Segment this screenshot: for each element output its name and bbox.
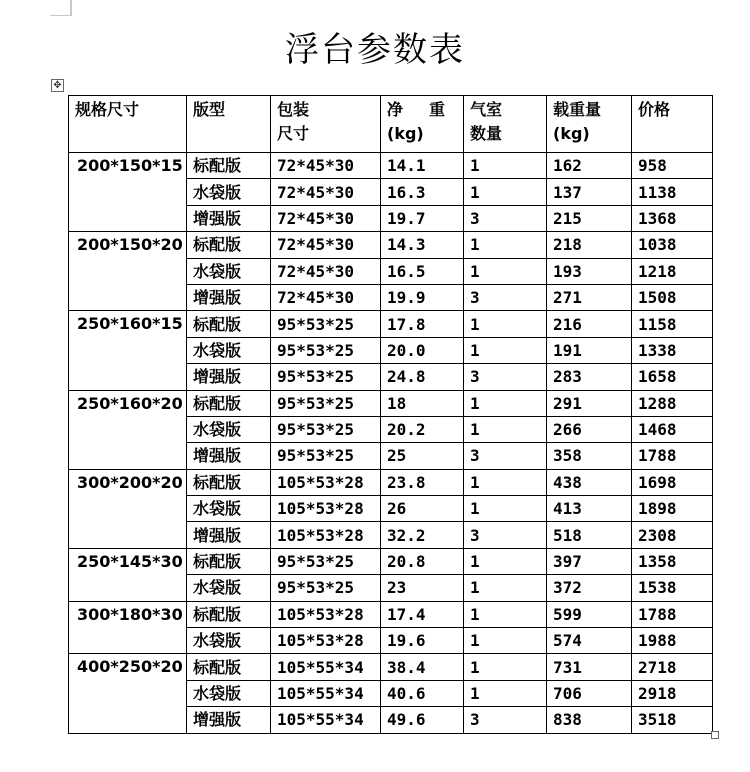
price-cell: 1898 bbox=[632, 496, 713, 522]
load-cell: 191 bbox=[547, 337, 632, 363]
pack-cell: 105*53*28 bbox=[271, 522, 381, 548]
weight-cell: 18 bbox=[381, 390, 464, 416]
weight-cell: 14.1 bbox=[381, 153, 464, 179]
chambers-cell: 3 bbox=[464, 522, 547, 548]
type-cell: 水袋版 bbox=[187, 416, 271, 442]
page-margin-mark-horizontal bbox=[50, 15, 72, 16]
header-price: 价格 bbox=[632, 96, 713, 153]
pack-cell: 95*53*25 bbox=[271, 390, 381, 416]
type-cell: 标配版 bbox=[187, 654, 271, 680]
pack-cell: 105*55*34 bbox=[271, 707, 381, 733]
header-spec: 规格尺寸 bbox=[69, 96, 187, 153]
price-cell: 1508 bbox=[632, 284, 713, 310]
pack-cell: 72*45*30 bbox=[271, 179, 381, 205]
pack-cell: 105*53*28 bbox=[271, 628, 381, 654]
type-cell: 水袋版 bbox=[187, 337, 271, 363]
chambers-cell: 3 bbox=[464, 707, 547, 733]
chambers-cell: 3 bbox=[464, 443, 547, 469]
weight-cell: 20.2 bbox=[381, 416, 464, 442]
price-cell: 1468 bbox=[632, 416, 713, 442]
price-cell: 1368 bbox=[632, 205, 713, 231]
table-body bbox=[69, 153, 713, 734]
price-cell: 1358 bbox=[632, 548, 713, 574]
pack-cell: 72*45*30 bbox=[271, 153, 381, 179]
weight-cell: 38.4 bbox=[381, 654, 464, 680]
pack-cell: 105*55*34 bbox=[271, 654, 381, 680]
load-cell: 266 bbox=[547, 416, 632, 442]
price-cell: 1158 bbox=[632, 311, 713, 337]
type-cell: 标配版 bbox=[187, 548, 271, 574]
pack-cell: 95*53*25 bbox=[271, 311, 381, 337]
weight-cell: 20.0 bbox=[381, 337, 464, 363]
spec-cell: 200*150*15 bbox=[69, 153, 187, 232]
weight-cell: 25 bbox=[381, 443, 464, 469]
chambers-cell: 1 bbox=[464, 548, 547, 574]
table-row bbox=[69, 153, 713, 179]
type-cell: 水袋版 bbox=[187, 575, 271, 601]
load-cell: 706 bbox=[547, 680, 632, 706]
type-cell: 增强版 bbox=[187, 284, 271, 310]
load-cell: 438 bbox=[547, 469, 632, 495]
weight-cell: 17.8 bbox=[381, 311, 464, 337]
price-cell: 2308 bbox=[632, 522, 713, 548]
pack-cell: 72*45*30 bbox=[271, 284, 381, 310]
load-cell: 731 bbox=[547, 654, 632, 680]
load-cell: 193 bbox=[547, 258, 632, 284]
price-cell: 1788 bbox=[632, 601, 713, 627]
type-cell: 增强版 bbox=[187, 364, 271, 390]
chambers-cell: 1 bbox=[464, 390, 547, 416]
chambers-cell: 3 bbox=[464, 284, 547, 310]
weight-cell: 16.5 bbox=[381, 258, 464, 284]
pack-cell: 72*45*30 bbox=[271, 232, 381, 258]
weight-cell: 32.2 bbox=[381, 522, 464, 548]
weight-cell: 49.6 bbox=[381, 707, 464, 733]
pack-cell: 95*53*25 bbox=[271, 548, 381, 574]
document-title: 浮台参数表 bbox=[285, 30, 465, 70]
spec-cell: 300*200*20 bbox=[69, 469, 187, 548]
pack-cell: 95*53*25 bbox=[271, 364, 381, 390]
table-row bbox=[69, 469, 713, 495]
chambers-cell: 1 bbox=[464, 628, 547, 654]
load-cell: 218 bbox=[547, 232, 632, 258]
header-chambers: 气室 数量 bbox=[464, 96, 547, 153]
type-cell: 水袋版 bbox=[187, 258, 271, 284]
weight-cell: 19.9 bbox=[381, 284, 464, 310]
table-move-handle-icon[interactable]: ✥ bbox=[51, 79, 64, 92]
price-cell: 1538 bbox=[632, 575, 713, 601]
weight-cell: 23.8 bbox=[381, 469, 464, 495]
type-cell: 增强版 bbox=[187, 707, 271, 733]
price-cell: 1988 bbox=[632, 628, 713, 654]
chambers-cell: 1 bbox=[464, 416, 547, 442]
chambers-cell: 3 bbox=[464, 205, 547, 231]
price-cell: 1338 bbox=[632, 337, 713, 363]
table-header-row bbox=[69, 96, 713, 153]
weight-cell: 24.8 bbox=[381, 364, 464, 390]
table-row bbox=[69, 390, 713, 416]
chambers-cell: 1 bbox=[464, 232, 547, 258]
price-cell: 1698 bbox=[632, 469, 713, 495]
header-pack: 包装 尺寸 bbox=[271, 96, 381, 153]
pack-cell: 95*53*25 bbox=[271, 443, 381, 469]
price-cell: 1038 bbox=[632, 232, 713, 258]
pack-cell: 95*53*25 bbox=[271, 575, 381, 601]
header-load: 载重量 (kg) bbox=[547, 96, 632, 153]
type-cell: 增强版 bbox=[187, 443, 271, 469]
load-cell: 358 bbox=[547, 443, 632, 469]
chambers-cell: 3 bbox=[464, 364, 547, 390]
chambers-cell: 1 bbox=[464, 337, 547, 363]
price-cell: 1218 bbox=[632, 258, 713, 284]
pack-cell: 95*53*25 bbox=[271, 337, 381, 363]
weight-cell: 16.3 bbox=[381, 179, 464, 205]
type-cell: 增强版 bbox=[187, 522, 271, 548]
spec-cell: 250*160*15 bbox=[69, 311, 187, 390]
type-cell: 标配版 bbox=[187, 469, 271, 495]
price-cell: 958 bbox=[632, 153, 713, 179]
spec-cell: 200*150*20 bbox=[69, 232, 187, 311]
weight-cell: 19.6 bbox=[381, 628, 464, 654]
table-row bbox=[69, 311, 713, 337]
page-margin-mark bbox=[70, 0, 72, 16]
weight-cell: 17.4 bbox=[381, 601, 464, 627]
weight-cell: 20.8 bbox=[381, 548, 464, 574]
type-cell: 水袋版 bbox=[187, 179, 271, 205]
load-cell: 599 bbox=[547, 601, 632, 627]
chambers-cell: 1 bbox=[464, 179, 547, 205]
type-cell: 增强版 bbox=[187, 205, 271, 231]
load-cell: 216 bbox=[547, 311, 632, 337]
load-cell: 283 bbox=[547, 364, 632, 390]
weight-cell: 40.6 bbox=[381, 680, 464, 706]
load-cell: 372 bbox=[547, 575, 632, 601]
header-type: 版型 bbox=[187, 96, 271, 153]
table-row bbox=[69, 601, 713, 627]
load-cell: 137 bbox=[547, 179, 632, 205]
spec-table bbox=[68, 95, 713, 734]
spec-cell: 250*145*30 bbox=[69, 548, 187, 601]
pack-cell: 95*53*25 bbox=[271, 416, 381, 442]
type-cell: 水袋版 bbox=[187, 680, 271, 706]
type-cell: 标配版 bbox=[187, 311, 271, 337]
spec-cell: 250*160*20 bbox=[69, 390, 187, 469]
pack-cell: 72*45*30 bbox=[271, 205, 381, 231]
chambers-cell: 1 bbox=[464, 680, 547, 706]
weight-cell: 23 bbox=[381, 575, 464, 601]
type-cell: 标配版 bbox=[187, 232, 271, 258]
header-weight: 净 重 (kg) bbox=[381, 96, 464, 153]
load-cell: 291 bbox=[547, 390, 632, 416]
weight-cell: 14.3 bbox=[381, 232, 464, 258]
weight-cell: 26 bbox=[381, 496, 464, 522]
weight-cell: 19.7 bbox=[381, 205, 464, 231]
spec-cell: 300*180*30 bbox=[69, 601, 187, 654]
load-cell: 215 bbox=[547, 205, 632, 231]
pack-cell: 105*53*28 bbox=[271, 469, 381, 495]
chambers-cell: 1 bbox=[464, 575, 547, 601]
table-resize-handle[interactable] bbox=[711, 731, 719, 739]
price-cell: 2718 bbox=[632, 654, 713, 680]
pack-cell: 105*53*28 bbox=[271, 601, 381, 627]
chambers-cell: 1 bbox=[464, 601, 547, 627]
spec-cell: 400*250*20 bbox=[69, 654, 187, 733]
table-row bbox=[69, 654, 713, 680]
price-cell: 1788 bbox=[632, 443, 713, 469]
price-cell: 1288 bbox=[632, 390, 713, 416]
load-cell: 397 bbox=[547, 548, 632, 574]
chambers-cell: 1 bbox=[464, 311, 547, 337]
load-cell: 838 bbox=[547, 707, 632, 733]
pack-cell: 105*55*34 bbox=[271, 680, 381, 706]
chambers-cell: 1 bbox=[464, 153, 547, 179]
price-cell: 2918 bbox=[632, 680, 713, 706]
load-cell: 162 bbox=[547, 153, 632, 179]
chambers-cell: 1 bbox=[464, 258, 547, 284]
price-cell: 3518 bbox=[632, 707, 713, 733]
pack-cell: 72*45*30 bbox=[271, 258, 381, 284]
type-cell: 标配版 bbox=[187, 153, 271, 179]
price-cell: 1658 bbox=[632, 364, 713, 390]
chambers-cell: 1 bbox=[464, 496, 547, 522]
type-cell: 标配版 bbox=[187, 601, 271, 627]
chambers-cell: 1 bbox=[464, 469, 547, 495]
table-row bbox=[69, 548, 713, 574]
table-row bbox=[69, 232, 713, 258]
price-cell: 1138 bbox=[632, 179, 713, 205]
load-cell: 518 bbox=[547, 522, 632, 548]
chambers-cell: 1 bbox=[464, 654, 547, 680]
load-cell: 574 bbox=[547, 628, 632, 654]
type-cell: 水袋版 bbox=[187, 628, 271, 654]
load-cell: 271 bbox=[547, 284, 632, 310]
type-cell: 水袋版 bbox=[187, 496, 271, 522]
pack-cell: 105*53*28 bbox=[271, 496, 381, 522]
type-cell: 标配版 bbox=[187, 390, 271, 416]
load-cell: 413 bbox=[547, 496, 632, 522]
